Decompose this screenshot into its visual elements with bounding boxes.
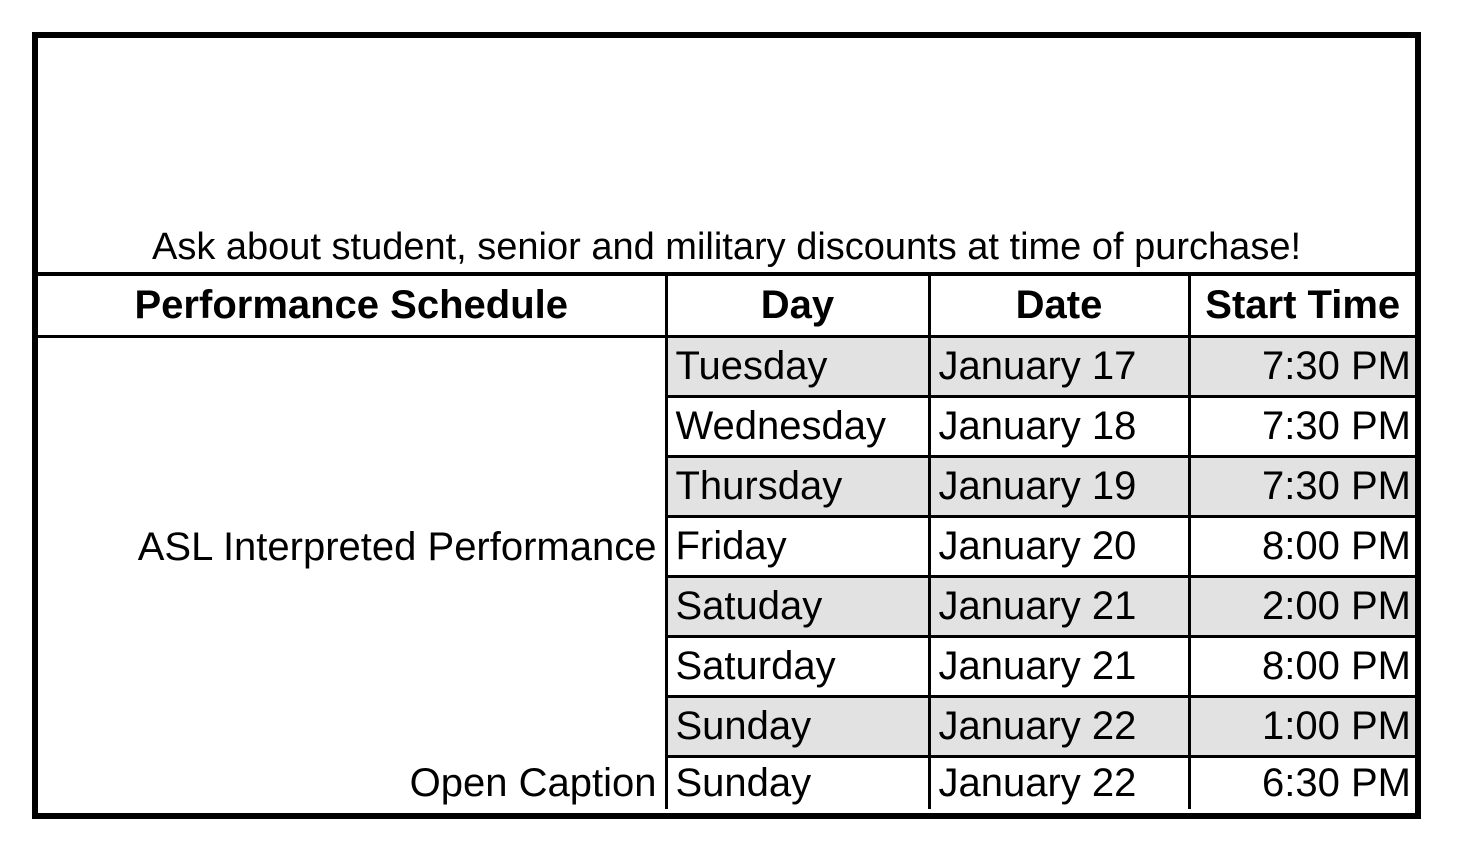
row-day: Tuesday: [666, 336, 929, 396]
row-start-time: 8:00 PM: [1189, 516, 1415, 576]
row-day: Wednesday: [666, 396, 929, 456]
header-start-time: Start Time: [1189, 276, 1415, 336]
row-day: Sunday: [666, 756, 929, 809]
schedule-frame: [32, 32, 1421, 819]
row-date: January 22: [929, 696, 1189, 756]
group-label-open-caption: Open Caption: [38, 756, 666, 809]
row-date: January 20: [929, 516, 1189, 576]
row-date: January 22: [929, 756, 1189, 809]
row-day: Sunday: [666, 696, 929, 756]
header-date: Date: [929, 276, 1189, 336]
row-start-time: 6:30 PM: [1262, 761, 1411, 806]
row-start-time: 7:30 PM: [1189, 456, 1415, 516]
group-label-asl: ASL Interpreted Performance: [38, 336, 666, 756]
table-row: [38, 756, 1415, 809]
row-date: January 18: [929, 396, 1189, 456]
row-date: January 21: [929, 636, 1189, 696]
discount-notice: Ask about student, senior and military discounts at time of purchase!: [38, 38, 1415, 276]
row-start-time: 7:30 PM: [1189, 396, 1415, 456]
header-performance-schedule: Performance Schedule: [38, 276, 666, 336]
header-row: [38, 276, 1415, 336]
row-start-time: 1:00 PM: [1189, 696, 1415, 756]
row-day: Friday: [666, 516, 929, 576]
row-day: Saturday: [666, 636, 929, 696]
row-date: January 17: [929, 336, 1189, 396]
header-day: Day: [666, 276, 929, 336]
row-day: Thursday: [666, 456, 929, 516]
table-row: [38, 336, 1415, 396]
row-start-time: 7:30 PM: [1189, 336, 1415, 396]
row-date: January 21: [929, 576, 1189, 636]
row-start-time: 2:00 PM: [1189, 576, 1415, 636]
row-day: Satuday: [666, 576, 929, 636]
performance-schedule-table: [38, 276, 1415, 809]
row-date: January 19: [929, 456, 1189, 516]
row-start-time: 8:00 PM: [1189, 636, 1415, 696]
